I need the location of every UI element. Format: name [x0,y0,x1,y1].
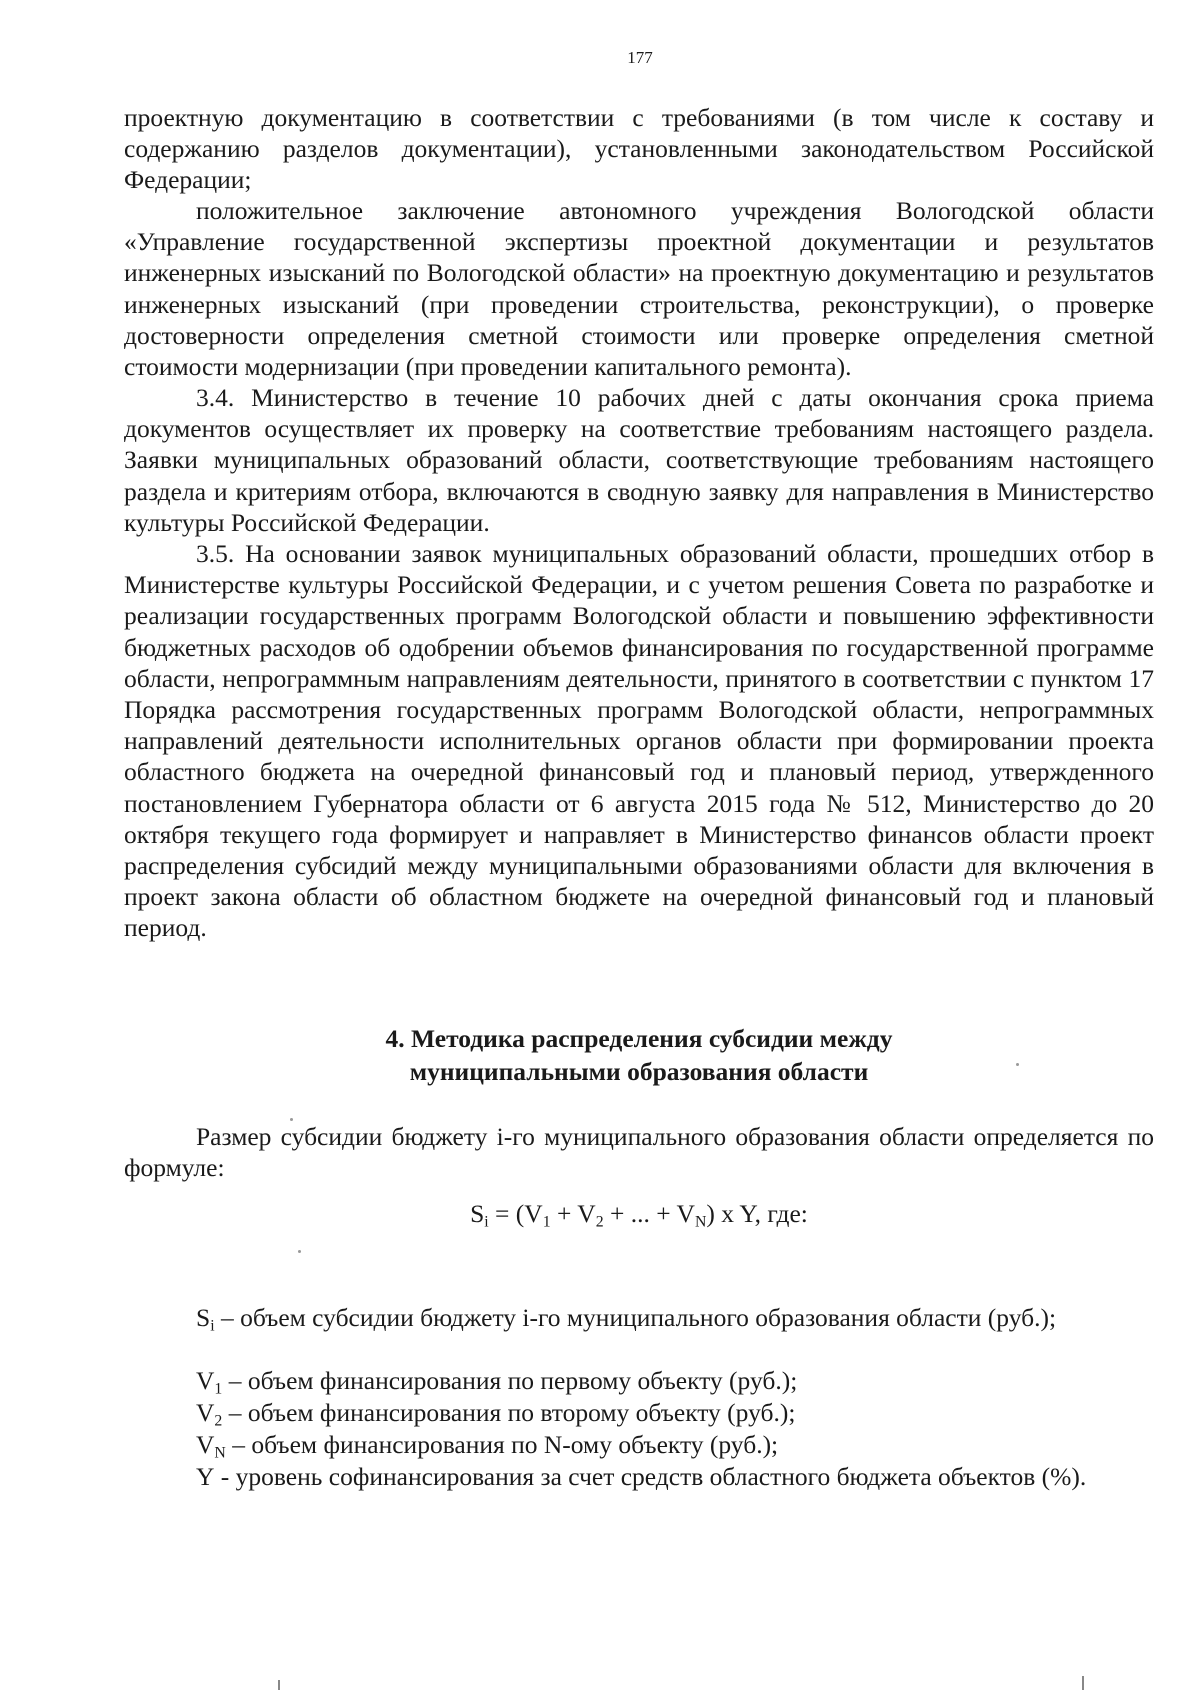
section-heading [124,1022,1154,1088]
formula-s-sub: i [484,1213,489,1231]
definition-subscript: i [210,1317,215,1335]
paragraph-project-documentation: проектную документацию в соответствии с требованиями (в том числе к составу и содержанию разделов документации), установленными законодательством Российской Федерации; [124,103,1154,195]
scan-edge-mark [1082,1676,1084,1690]
formula-eq: = (V [488,1199,543,1228]
definition-symbol: Y [196,1462,215,1491]
formula-mid: + ... + V [603,1199,695,1228]
definition-subscript: N [214,1444,226,1462]
definition-symbol: S [196,1303,211,1332]
formula-v1-sub: 1 [542,1213,551,1231]
definition-text: – объем финансирования по N-ому объекту (руб.); [225,1430,779,1459]
scan-edge-mark [278,1680,280,1690]
definition-text: – объем субсидии бюджету i-го муниципального образования области (руб.); [214,1303,1057,1332]
definition-si [124,1302,1154,1334]
scan-speck [298,1250,301,1253]
formula-s: S [470,1199,485,1228]
definition-text: - уровень софинансирования за счет средств областного бюджета объектов (%). [214,1462,1087,1491]
formula-vn-sub: N [694,1213,707,1231]
paragraph-3-4: 3.4. Министерство в течение 10 рабочих дней с даты окончания срока приема документов осуществляет их проверку на соответствие требованиям настоящего раздела. Заявки муниципальных образований области, соответствующие требованиям настоящего раздела и критериям отбора, включаются в сводную заявку для направления в Министерство культуры Российской Федерации. [124,383,1154,537]
definition-v2 [124,1397,1154,1429]
formula-v2-sub: 2 [595,1213,604,1231]
definition-symbol: V [196,1366,215,1395]
paragraph-expertise-conclusion: положительное заключение автономного учреждения Вологодской области «Управление государственной экспертизы проектной документации и результатов инженерных изысканий по Вологодской области» на проектную документацию и результатов инженерных изысканий (при проведении строительства, реконструкции), о проверке достоверности определения сметной стоимости или проверке определения сметной стоимости модернизации (при проведении капитального ремонта). [124,196,1154,382]
scan-speck [1016,1063,1019,1066]
definition-subscript: 1 [214,1380,223,1398]
definition-y [124,1461,1154,1493]
page-number: 177 [627,48,653,67]
definition-v1 [124,1365,1154,1397]
definition-subscript: 2 [214,1412,223,1430]
section-heading-line-1: 4. Методика распределения субсидии между [385,1024,893,1053]
formula-tail: ) x Y, где: [706,1199,808,1228]
definition-vn [124,1429,1154,1461]
definition-text: – объем финансирования по первому объекту (руб.); [222,1366,798,1395]
scan-speck [290,1118,293,1121]
subsidy-formula [124,1198,1154,1229]
definition-symbol: V [196,1430,215,1459]
formula-intro: Размер субсидии бюджету i-го муниципального образования области определяется по формуле: [124,1122,1154,1183]
definition-symbol: V [196,1398,215,1427]
section-heading-line-2: муниципальными образования области [409,1057,869,1086]
paragraph-3-5: 3.5. На основании заявок муниципальных образований области, прошедших отбор в Министерстве культуры Российской Федерации, и с учетом решения Совета по разработке и реализации государственных программ Вологодской области и повышению эффективности бюджетных расходов об одобрении объемов финансирования по государственной программе области, непрограммным направлениям деятельности, принятого в соответствии с пунктом 17 Порядка рассмотрения государственных программ Вологодской области, непрограммных направлений деятельности исполнительных органов области при формировании проекта областного бюджета на очередной финансовый год и плановый период, утвержденного постановлением Губернатора области от 6 августа 2015 года № 512, Министерство до 20 октября текущего года формирует и направляет в Министерство финансов области проект распределения субсидий между муниципальными образованиями области для включения в проект закона области об областном бюджете на очередной финансовый год и плановый период. [124,539,1154,943]
formula-plus: + V [550,1199,596,1228]
definition-text: – объем финансирования по второму объекту (руб.); [222,1398,796,1427]
